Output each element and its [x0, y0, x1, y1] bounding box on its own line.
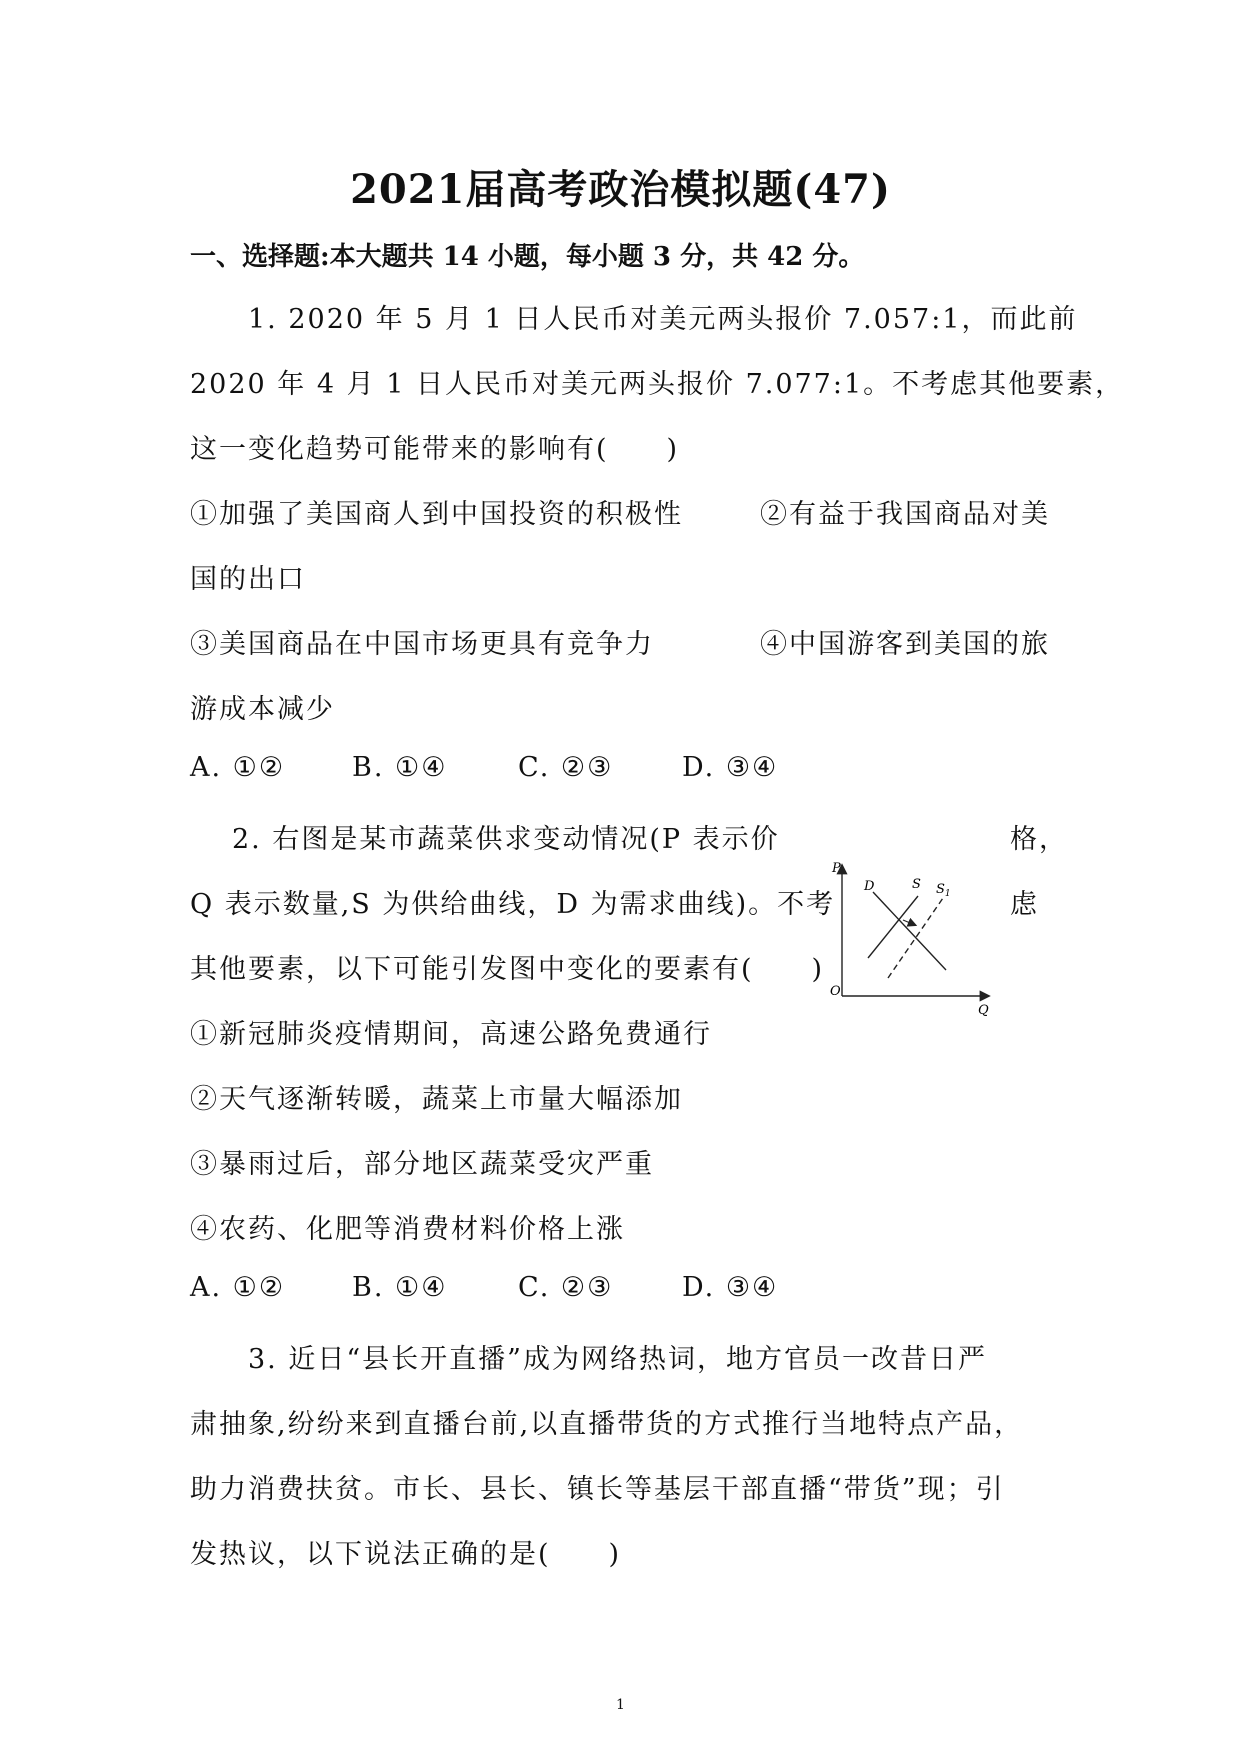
q1-option-4: ④中国游客到美国的旅 [760, 629, 1050, 660]
section-heading: 一、选择题:本大题共 14 小题，每小题 3 分，共 42 分。 [190, 242, 865, 272]
q2-choice-d: D. ③④ [682, 1272, 779, 1303]
q1-option-2: ②有益于我国商品对美 [760, 499, 1050, 530]
origin-label: O [830, 984, 841, 999]
q1-choice-c: C. ②③ [518, 752, 614, 783]
q2-option-4: ④农药、化肥等消费材料价格上涨 [190, 1214, 625, 1245]
q2-option-3: ③暴雨过后，部分地区蔬菜受灾严重 [190, 1149, 654, 1180]
page-title: 2021届高考政治模拟题(47) [350, 166, 891, 213]
page-number: 1 [616, 1697, 625, 1713]
q2-line-2: Q 表示数量,S 为供给曲线，D 为需求曲线)。不考 [190, 889, 836, 920]
x-axis-label: Q [978, 1003, 989, 1018]
new-supply-label: $S_1$ [936, 882, 951, 899]
q2-choice-a: A. ①② [190, 1272, 286, 1303]
q2-option-2: ②天气逐渐转暖，蔬菜上市量大幅添加 [190, 1084, 683, 1115]
q1-line-1: 1. 2020 年 5 月 1 日人民币对美元两头报价 7.057:1，而此前 [248, 304, 1078, 335]
q1-option-2-cont: 国的出口 [190, 564, 306, 595]
q1-choice-b: B. ①④ [352, 752, 448, 783]
q2-line-3: 其他要素，以下可能引发图中变化的要素有( ) [190, 954, 825, 985]
q1-option-1: ①加强了美国商人到中国投资的积极性 [190, 499, 683, 530]
demand-curve [873, 892, 946, 970]
q2-choice-c: C. ②③ [518, 1272, 614, 1303]
q3-line-2: 肃抽象,纷纷来到直播台前,以直播带货的方式推行当地特点产品， [190, 1409, 1024, 1440]
y-axis-label: P [832, 861, 841, 876]
q2-line-1: 2. 右图是某市蔬菜供求变动情况(P 表示价 [232, 824, 780, 855]
q1-choice-a: A. ①② [190, 752, 286, 783]
shift-arrow [903, 920, 915, 925]
q3-line-4: 发热议，以下说法正确的是( ) [190, 1539, 622, 1570]
supply-demand-figure [828, 860, 998, 1018]
q2-line-2-end: 虑 [1010, 889, 1039, 920]
supply-curve [868, 896, 918, 958]
q1-line-3: 这一变化趋势可能带来的影响有( ) [190, 434, 680, 465]
q2-option-1: ①新冠肺炎疫情期间，高速公路免费通行 [190, 1019, 712, 1050]
q2-choice-b: B. ①④ [352, 1272, 448, 1303]
q1-option-3: ③美国商品在中国市场更具有竞争力 [190, 629, 654, 660]
demand-label: D [864, 879, 875, 894]
q3-line-3: 助力消费扶贫。市长、县长、镇长等基层干部直播“带货”现；引 [190, 1474, 1005, 1505]
q1-line-2: 2020 年 4 月 1 日人民币对美元两头报价 7.077:1。不考虑其他要素， [190, 369, 1125, 400]
q1-choice-d: D. ③④ [682, 752, 779, 783]
q3-line-1: 3. 近日“县长开直播”成为网络热词，地方官员一改昔日严 [248, 1344, 987, 1375]
q1-option-4-cont: 游成本减少 [190, 694, 335, 725]
supply-label: S [912, 877, 921, 892]
q2-line-1-end: 格， [1010, 824, 1068, 855]
